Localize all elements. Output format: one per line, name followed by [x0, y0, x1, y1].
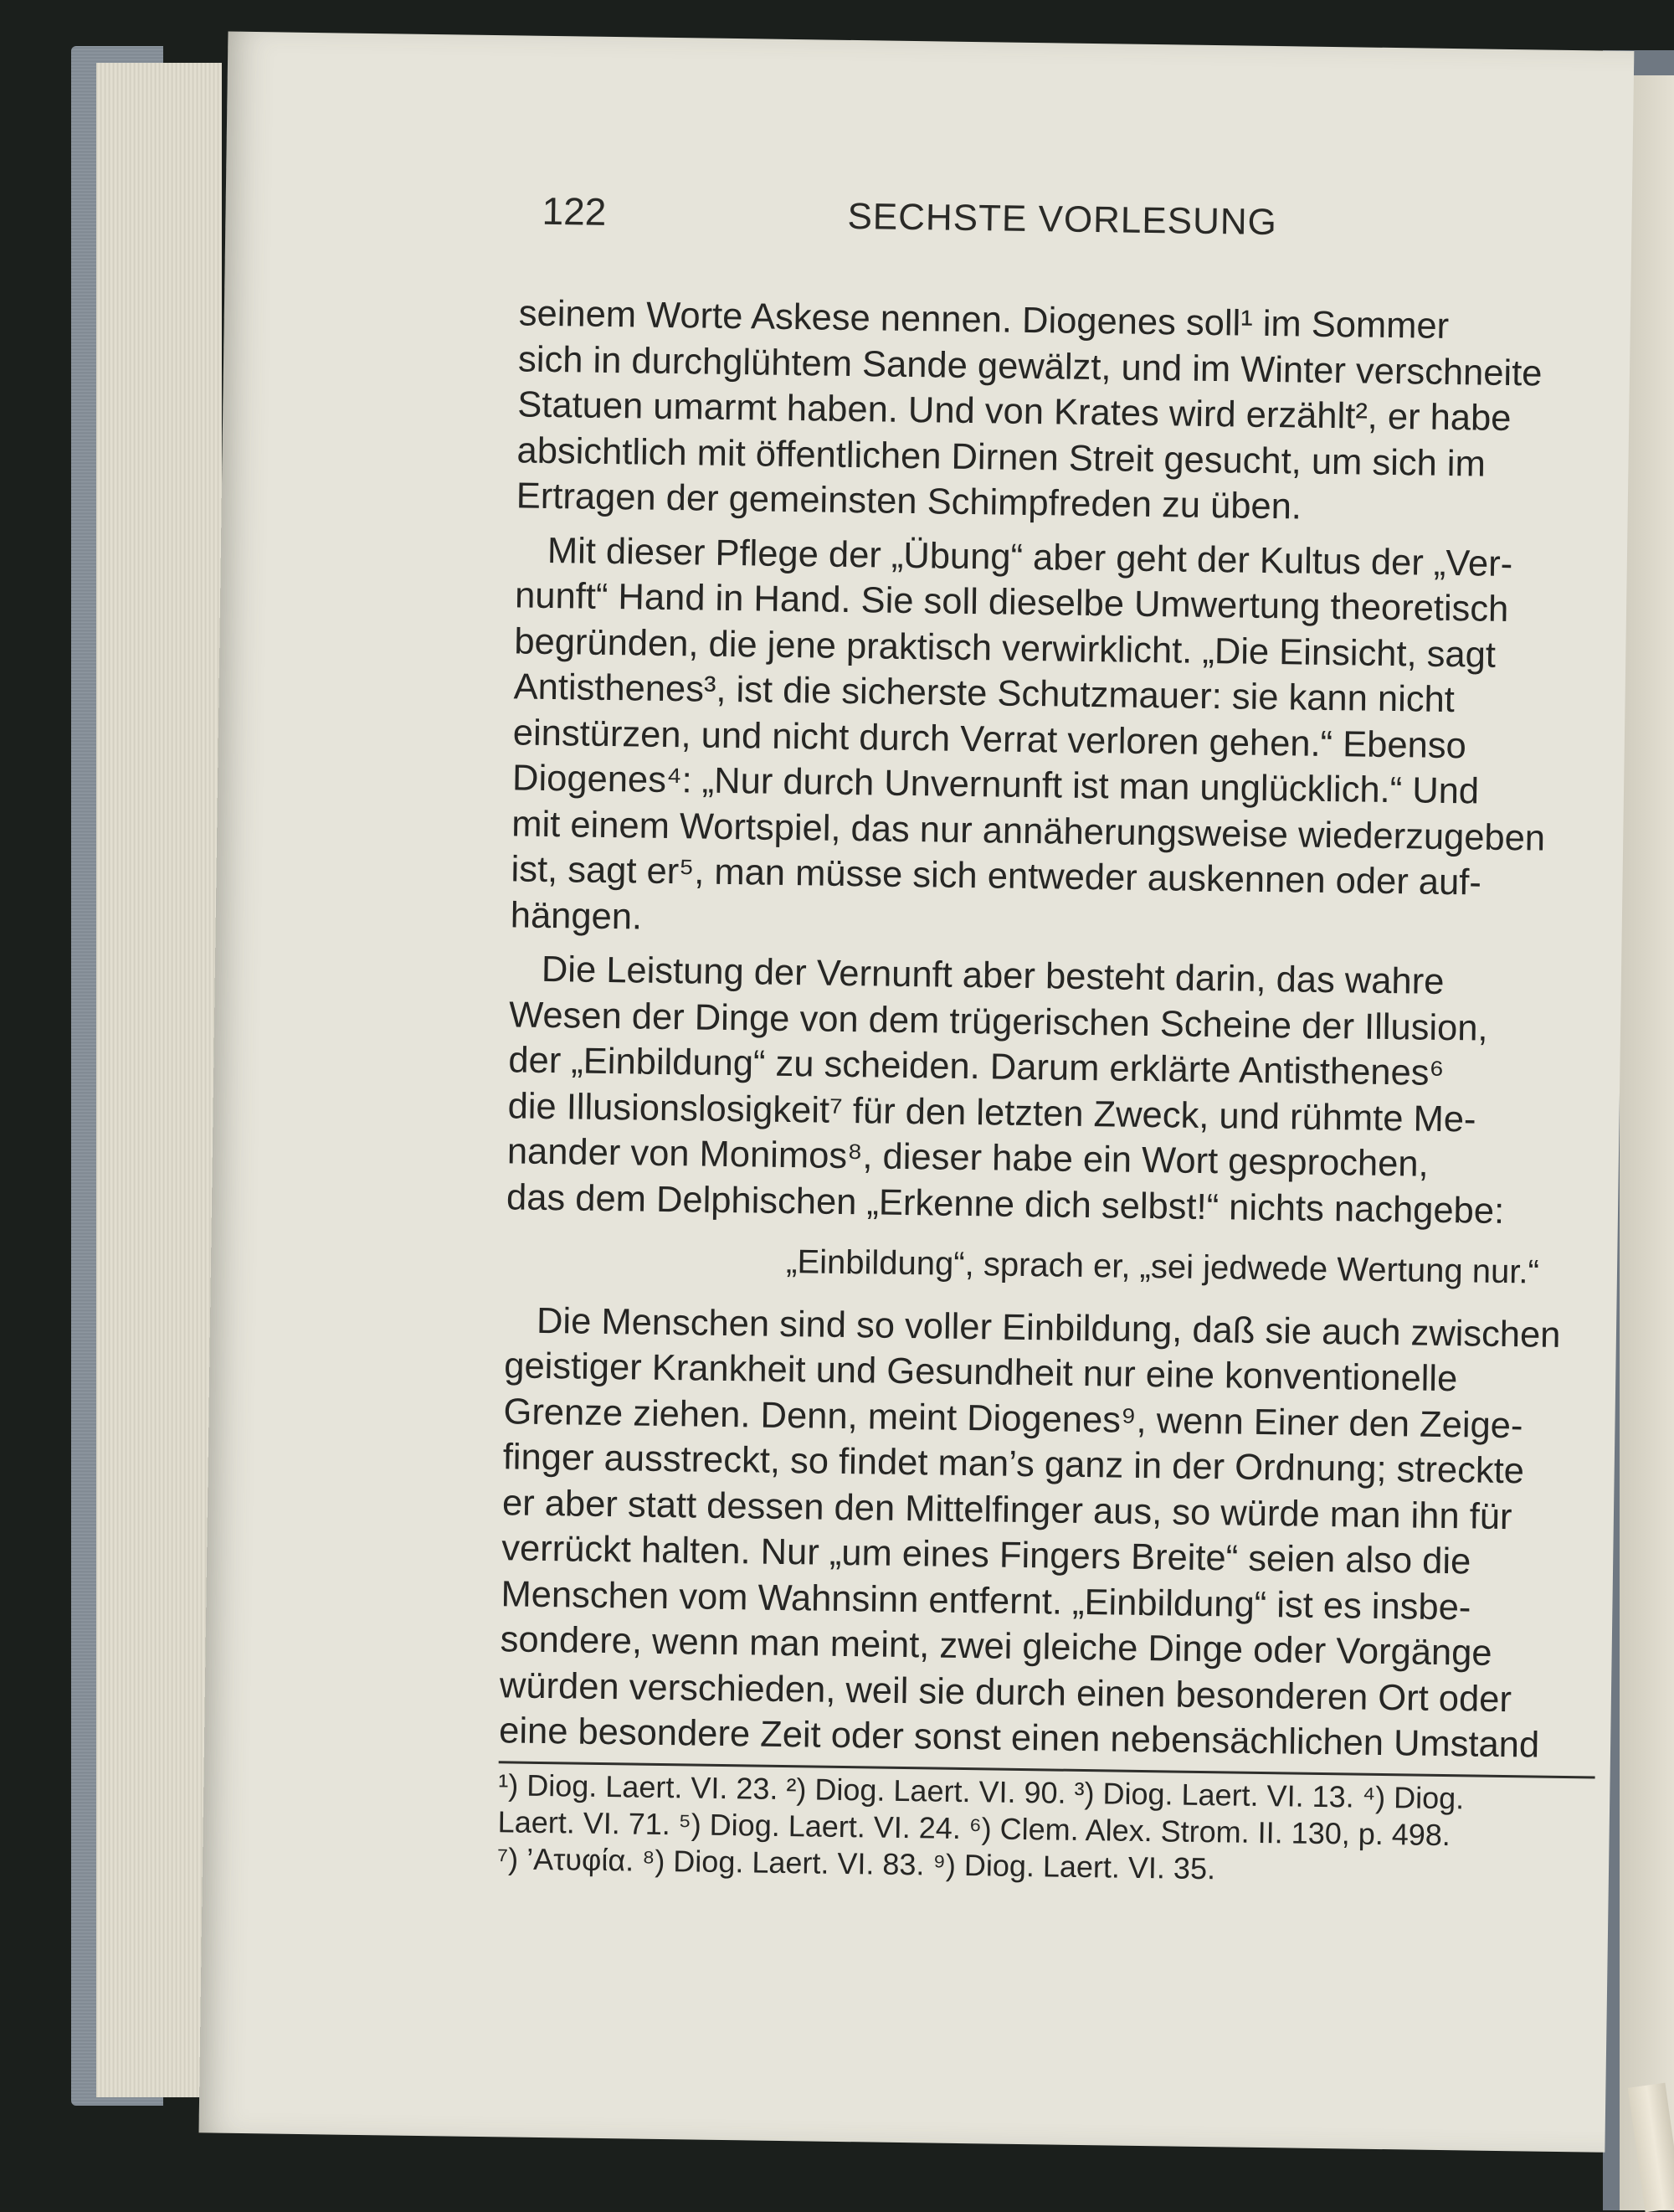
text-line: absichtlich mit öffentlichen Dirnen Streit gesucht, um sich im — [516, 430, 1487, 485]
verse-quote: „Einbildung“, sprach er, „sei jedwede Wertung nur.“ — [785, 1243, 1540, 1291]
body-text — [497, 291, 1674, 1895]
book-page — [198, 32, 1634, 2153]
text-line: finger ausstreckt, so findet man’s ganz in der Ordnung; streckte — [502, 1437, 1525, 1492]
footnotes — [497, 1767, 1674, 1896]
page-number: 122 — [542, 188, 607, 234]
text-line: Mit dieser Pflege der „Übung“ aber geht der Kultus der „Ver- — [547, 530, 1513, 584]
text-line: begründen, die jene praktisch verwirklicht. „Die Einsicht, sagt — [514, 620, 1497, 676]
footnote-line: ¹) Diog. Laert. VI. 23. ²) Diog. Laert. VI. 90. ³) Diog. Laert. VI. 13. ⁴) Diog. — [498, 1767, 1465, 1815]
text-line: einstürzen, und nicht durch Verrat verloren gehen.“ Ebenso — [512, 712, 1467, 766]
text-line: nunft“ Hand in Hand. Sie soll dieselbe Umwertung theoretisch — [514, 575, 1509, 630]
text-line: verrückt halten. Nur „um eines Fingers Breite“ seien also die — [501, 1528, 1471, 1582]
text-line: nander von Monimos⁸, dieser habe ein Wort gesprochen, — [506, 1131, 1429, 1185]
text-line: seinem Worte Askese nennen. Diogenes soll¹ im Sommer — [518, 293, 1450, 347]
text-line: Antisthenes³, ist die sicherste Schutzmauer: sie kann nicht — [513, 666, 1456, 721]
page-header — [542, 178, 1296, 256]
text-line: würden verschieden, weil sie durch einen besonderen Ort oder — [499, 1664, 1512, 1720]
text-line: die Illusionslosigkeit⁷ für den letzten Zweck, und rühmte Me- — [507, 1085, 1476, 1139]
text-line: Menschen vom Wahnsinn entfernt. „Einbildung“ ist es insbe- — [501, 1573, 1471, 1628]
text-line: Ertragen der gemeinsten Schimpfreden zu üben. — [516, 476, 1302, 527]
text-line: mit einem Wortspiel, das nur annäherungsweise wiederzugeben — [511, 803, 1546, 859]
text-line: eine besondere Zeit oder sonst einen nebensächlichen Umstand — [498, 1710, 1540, 1766]
text-line: Die Leistung der Vernunft aber besteht darin, das wahre — [541, 949, 1445, 1002]
text-line: er aber statt dessen den Mittelfinger aus, so würde man ihn für — [501, 1482, 1512, 1537]
text-line: hängen. — [510, 894, 643, 938]
footnote-line: ⁷) ’Ατυφία. ⁸) Diog. Laert. VI. 83. ⁹) Diog. Laert. VI. 35. — [496, 1840, 1216, 1885]
running-title: SECHSTE VORLESUNG — [847, 195, 1278, 244]
text-line: ist, sagt er⁵, man müsse sich entweder auskennen oder auf- — [511, 849, 1482, 903]
text-line: sich in durchglühtem Sande gewälzt, und im Winter verschneite — [517, 338, 1543, 394]
footnote-line: Laert. VI. 71. ⁵) Diog. Laert. VI. 24. ⁶) Clem. Alex. Strom. II. 130, p. 498. — [497, 1803, 1451, 1852]
text-line: Statuen umarmt haben. Und von Krates wird erzählt², er habe — [517, 384, 1512, 440]
text-line: sondere, wenn man meint, zwei gleiche Dinge oder Vorgänge — [500, 1619, 1492, 1674]
text-line: der „Einbildung“ zu scheiden. Darum erklärte Antisthenes⁶ — [508, 1040, 1445, 1093]
text-line: Grenze ziehen. Denn, meint Diogenes⁹, wenn Einer den Zeige- — [503, 1391, 1523, 1446]
text-line: Wesen der Dinge von dem trügerischen Scheine der Illusion, — [508, 994, 1488, 1049]
text-line: Diogenes⁴: „Nur durch Unvernunft ist man unglücklich.“ Und — [511, 758, 1480, 812]
text-line: das dem Delphischen „Erkenne dich selbst!“ nichts nachgebe: — [506, 1176, 1505, 1232]
text-line: geistiger Krankheit und Gesundheit nur eine konventionelle — [503, 1345, 1458, 1400]
text-line: Die Menschen sind so voller Einbildung, daß sie auch zwischen — [536, 1300, 1561, 1355]
